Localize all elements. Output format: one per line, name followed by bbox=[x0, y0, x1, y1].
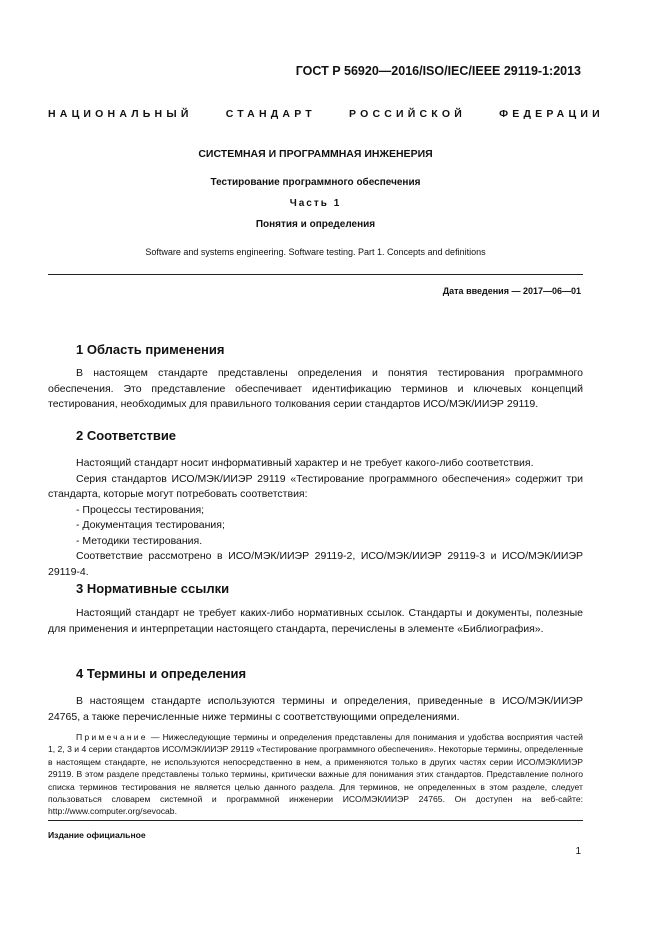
section-4-body bbox=[48, 694, 583, 725]
banner-word-4: ФЕДЕРАЦИИ bbox=[499, 108, 604, 120]
introduction-date: Дата введения — 2017—06—01 bbox=[442, 286, 581, 296]
section-1-heading: 1 Область применения bbox=[76, 342, 225, 357]
section-1-paragraph: В настоящем стандарте представлены определения и понятия тестирования программного обеспечения. Это представление обеспечивает идентификацию терминов и ключевых концепций тестирования, необходимых для правильного толкования серии стандартов ИСО/МЭК/ИИЭР 29119. bbox=[48, 367, 583, 410]
part-number: Часть 1 bbox=[289, 198, 342, 209]
list-item: - Процессы тестирования; bbox=[76, 503, 205, 516]
note-text: — Нижеследующие термины и определения представлены для понимания и удобства восприятия частей 1, 2, 3 и 4 серии стандартов ИСО/МЭК/ИИЭР 29119 «Тестирование программного обеспечения». Некоторые термины, определенные в настоящем стандарте, не используются непосредственно в нем, а применяются только в других частях серии ИСО/МЭК/ИИЭР 29119. В этом разделе представлены только термины, критически важные для понимания этих стандартов. Представление полного списка терминов тестирования не является целью данного раздела. Для терминов, не определенных в этом разделе, следует пользоваться словарем системной и программной инженерии ИСО/МЭК/ИИЭР 24765. Он доступен на веб-сайте: http://www.computer.org/sevocab. bbox=[48, 732, 583, 817]
title-divider bbox=[48, 274, 583, 275]
note-label: Примечание bbox=[76, 732, 148, 742]
banner-word-1: НАЦИОНАЛЬНЫЙ bbox=[48, 108, 193, 120]
section-3-heading: 3 Нормативные ссылки bbox=[76, 581, 230, 596]
section-2-paragraph-3: Соответствие рассмотрено в ИСО/МЭК/ИИЭР 29119-2, ИСО/МЭК/ИИЭР 29119-3 и ИСО/МЭК/ИИЭР 29119-4. bbox=[48, 550, 583, 578]
section-1-body bbox=[48, 366, 583, 413]
section-2-paragraph-2: Серия стандартов ИСО/МЭК/ИИЭР 29119 «Тестирование программного обеспечения» содержит три стандарта, которые могут потребовать соответствия: bbox=[48, 472, 583, 500]
national-standard-banner bbox=[48, 108, 604, 120]
footer-divider bbox=[48, 820, 583, 821]
document-title: СИСТЕМНАЯ И ПРОГРАММНАЯ ИНЖЕНЕРИЯ bbox=[198, 148, 433, 160]
section-3-body bbox=[48, 606, 583, 637]
section-3-paragraph: Настоящий стандарт не требует каких-либо нормативных ссылок. Стандарты и документы, полезные для применения и интерпретации настоящего стандарта, перечислены в элементе «Библиография». bbox=[48, 607, 583, 635]
section-2-paragraph-1: Настоящий стандарт носит информативный характер и не требует какого-либо соответствия. bbox=[76, 457, 534, 469]
page-number: 1 bbox=[575, 846, 581, 857]
edition-label: Издание официальное bbox=[48, 830, 146, 840]
section-2-heading: 2 Соответствие bbox=[76, 428, 177, 443]
conformance-list bbox=[48, 503, 583, 550]
document-subtitle: Тестирование программного обеспечения bbox=[210, 177, 421, 188]
part-title: Понятия и определения bbox=[255, 219, 376, 230]
section-4-paragraph: В настоящем стандарте используются термины и определения, приведенные в ИСО/МЭК/ИИЭР 24765, а также перечисленные ниже термины с соответствующими определениями. bbox=[48, 695, 583, 723]
section-4-heading: 4 Термины и определения bbox=[76, 666, 247, 681]
document-code: ГОСТ Р 56920—2016/ISO/IEC/IEEE 29119-1:2013 bbox=[295, 64, 581, 78]
banner-word-2: СТАНДАРТ bbox=[225, 108, 316, 120]
section-2-body bbox=[48, 456, 583, 580]
banner-word-3: РОССИЙСКОЙ bbox=[349, 108, 467, 120]
section-4-note bbox=[48, 731, 583, 818]
english-title: Software and systems engineering. Software testing. Part 1. Concepts and definitions bbox=[145, 247, 486, 257]
list-item: - Методики тестирования. bbox=[76, 534, 203, 547]
list-item: - Документация тестирования; bbox=[76, 519, 225, 531]
